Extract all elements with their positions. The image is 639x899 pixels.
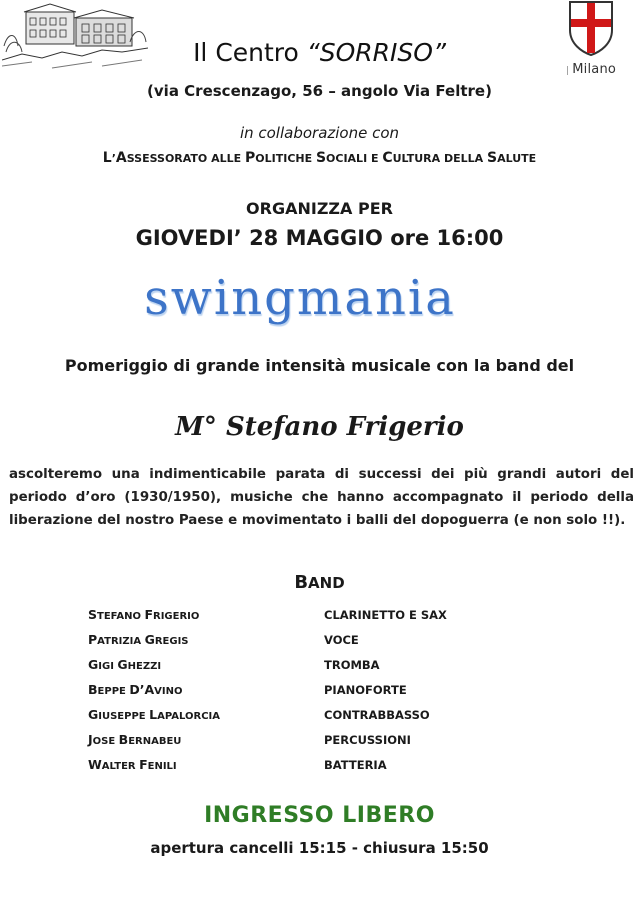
page-title: Il Centro “SORRISO” (193, 38, 446, 67)
event-description: ascolteremo una indimenticabile parata di successi dei più grandi autori del periodo d’oro (1930/1950), musiche che hanno accompagnato il periodo della liberazione del nostro Paese e movimentato i balli del dopoguerra (e non solo !!). (9, 467, 634, 528)
milano-crest-icon (566, 0, 616, 56)
building-sketch-image (2, 2, 148, 72)
band-member-role: VOCE (324, 633, 359, 647)
band-member-name: JOSE BERNABEU (88, 732, 182, 747)
free-entry-banner: INGRESSO LIBERO (204, 803, 435, 828)
event-date: GIOVEDI’ 28 MAGGIO ore 16:00 (135, 226, 504, 250)
maestro-name: M° Stefano Frigerio (175, 412, 464, 442)
band-member-name: STEFANO FRIGERIO (88, 607, 200, 622)
band-member-role: PERCUSSIONI (324, 733, 411, 747)
band-member-role: BATTERIA (324, 758, 387, 772)
band-member-role: CONTRABBASSO (324, 708, 430, 722)
band-member-role: TROMBA (324, 658, 380, 672)
band-member-name: WALTER FENILI (88, 757, 177, 772)
address-line: (via Crescenzago, 56 – angolo Via Feltre) (147, 82, 492, 100)
assessorato-line: L’ASSESSORATO ALLE POLITICHE SOCIALI E CULTURA DELLA SALUTE (102, 150, 537, 166)
band-member-name: GIUSEPPE LAPALORCIA (88, 707, 220, 722)
band-member-name: PATRIZIA GREGIS (88, 632, 189, 647)
band-member-role: PIANOFORTE (324, 683, 407, 697)
milano-logo-text: | Milano (565, 62, 617, 77)
organizza-line: ORGANIZZA PER (246, 199, 393, 218)
band-heading: BAND (294, 572, 345, 593)
band-member-name: GIGI GHEZZI (88, 657, 162, 672)
band-member-name: BEPPE D’AVINO (88, 682, 183, 697)
band-member-role: CLARINETTO E SAX (324, 608, 447, 622)
event-subtitle: Pomeriggio di grande intensità musicale con la band del (64, 356, 575, 375)
opening-hours: apertura cancelli 15:15 - chiusura 15:50 (150, 839, 489, 857)
collaboration-line: in collaborazione con (239, 124, 400, 142)
event-name: swingmania (144, 270, 456, 326)
